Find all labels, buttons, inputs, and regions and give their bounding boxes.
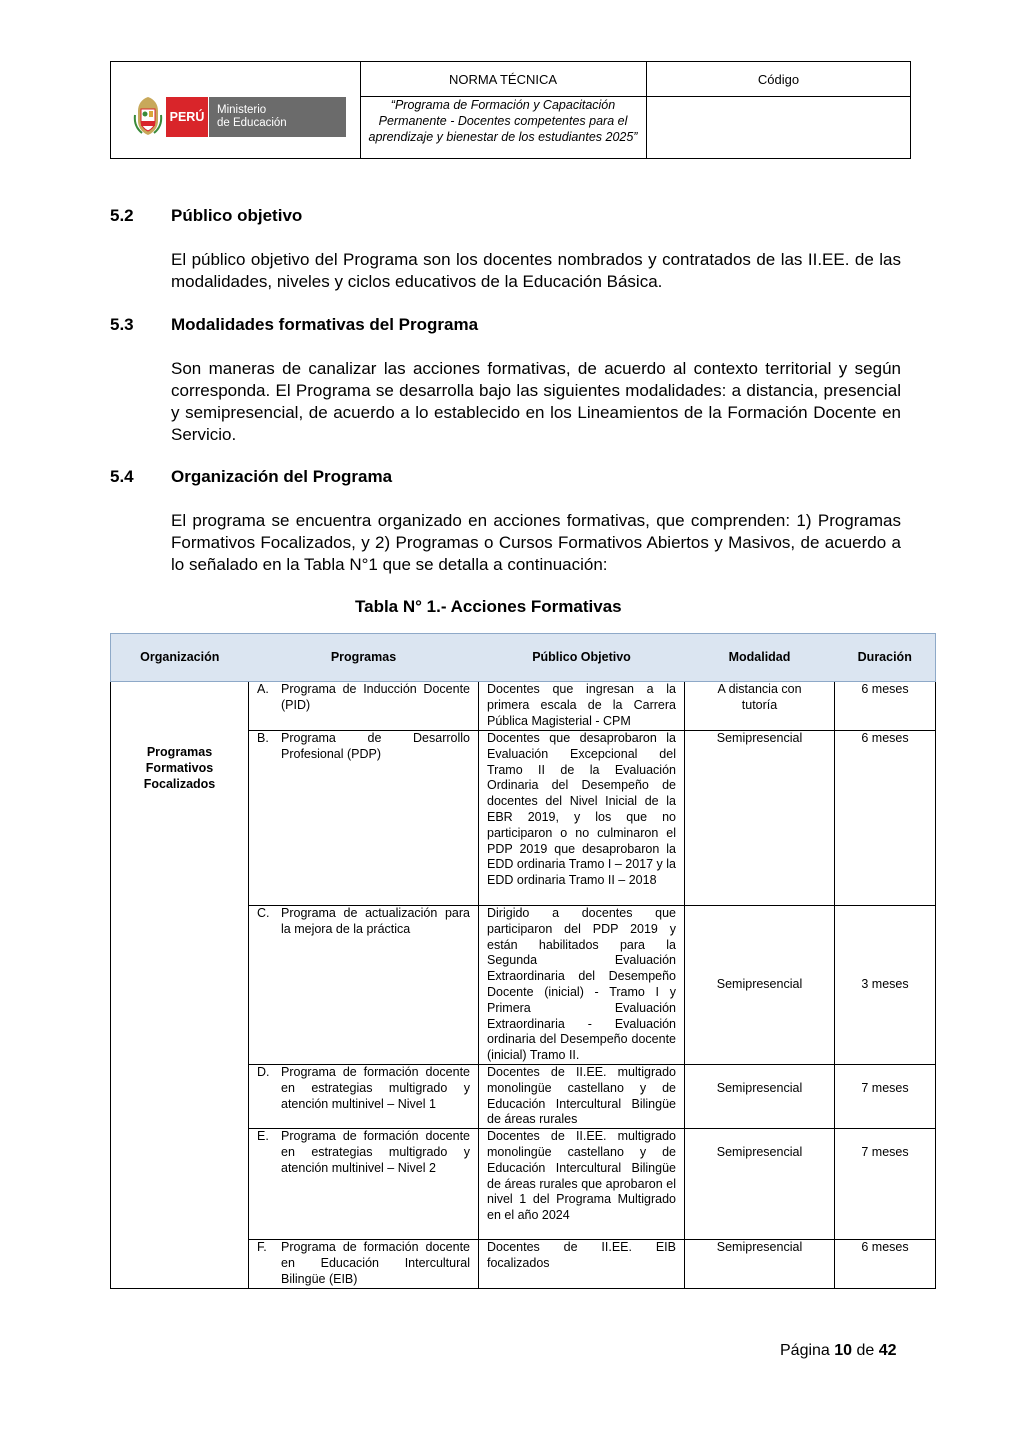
organization-label: Programas Formativos Focalizados [143,745,216,791]
column-header: Duración [835,634,936,682]
public-cell: Dirigido a docentes que participaron del PDP 2019 y están habilitados para la Segunda Evaluación Extraordinaria del Desempeño Docente (inicial) - Tramo I y Primera Evaluación Extraordinaria - Evaluación ordinaria del Desempeño docente (inicial) Tramo II. [479,906,685,1065]
program-letter: D. [257,1065,270,1079]
program-cell [249,1240,479,1289]
modality-cell: Semipresencial [685,1240,835,1289]
modality-cell: Semipresencial [685,1129,835,1240]
page-of: de [856,1342,875,1359]
duration-cell: 7 meses [835,1065,936,1129]
document-title-text: “Programa de Formación y Capacitación Permanente - Docentes competentes para el aprendizaje y bienestar de los estudiantes 2025” [368,98,638,144]
ministry-line-2: de Educación [217,117,287,129]
section-paragraph: Son maneras de canalizar las acciones formativas, de acuerdo al contexto territorial y según corresponda. El Programa se desarrolla bajo las siguientes modalidades: a distancia, presencial y semipresencial, de acuerdo a lo establecido en los Lineamientos de la Formación Docente en Servicio. [171,359,901,444]
public-cell: Docentes de II.EE. multigrado monolingüe castellano y de Educación Intercultural Bilingüe de áreas rurales que aprobaron el nivel 1 del Programa Multigrado en el año 2024 [479,1129,685,1240]
column-header: Público Objetivo [479,634,685,682]
organization-cell [111,682,249,1289]
total-pages: 42 [878,1342,897,1359]
peru-brand: PERÚ [166,97,208,137]
program-cell [249,731,479,906]
program-letter: F. [257,1240,267,1255]
program-cell [249,682,479,731]
duration-cell: 3 meses [835,906,936,1065]
current-page: 10 [834,1342,853,1359]
modality-cell: Semipresencial [685,731,835,906]
coat-of-arms-icon [133,95,163,137]
ministry-brand [209,97,346,137]
column-header: Modalidad [685,634,835,682]
program-letter: C. [257,906,270,920]
section-title: Modalidades formativas del Programa [171,315,479,334]
column-header: Programas [249,634,479,682]
public-cell: Docentes que desaprobaron la Evaluación Excepcional del Tramo II de la Evaluación Ordinaria del Desempeño de docentes del Nivel Inicial de la EBR 2019, y los que no participaron o no culminaron el PDP 2019 que desaprobaron la EDD ordinaria Tramo I – 2017 y la EDD ordinaria Tramo II – 2018 [479,731,685,906]
duration-cell: 7 meses [835,1129,936,1240]
program-name: Programa de Desarrollo Profesional (PDP) [281,731,470,761]
program-name: Programa de actualización para la mejora de la práctica [281,906,470,936]
page-number [780,1342,897,1360]
modality-cell: A distancia con tutoría [685,682,835,731]
ministry-line-1: Ministerio [217,104,267,116]
modality-cell: Semipresencial [685,906,835,1065]
codigo-label: Código [647,62,910,97]
page-label: Página [780,1342,830,1359]
program-name: Programa de formación docente en Educación Intercultural Bilingüe (EIB) [281,1240,470,1286]
document-header [110,61,911,159]
duration-cell: 6 meses [835,731,936,906]
modality-cell: Semipresencial [685,1065,835,1129]
program-letter: E. [257,1129,269,1144]
section-paragraph: El público objetivo del Programa son los docentes nombrados y contratados de las II.EE. de las modalidades, niveles y ciclos educativos de la Educación Básica. [171,250,901,291]
norma-label: NORMA TÉCNICA [360,62,647,97]
duration-cell: 6 meses [835,682,936,731]
section-number: 5.2 [110,206,134,225]
table-row [111,682,936,731]
acciones-formativas-table [110,633,936,1289]
section-number: 5.4 [110,467,134,486]
table-caption: Tabla N° 1.- Acciones Formativas [355,597,622,616]
public-cell: Docentes que ingresan a la primera escala de la Carrera Pública Magisterial - CPM [479,682,685,731]
duration-cell: 6 meses [835,1240,936,1289]
section-title: Público objetivo [171,206,303,225]
program-cell [249,1129,479,1240]
program-letter: B. [257,731,269,745]
program-name: Programa de formación docente en estrategias multigrado y atención multinivel – Nivel 2 [281,1129,470,1175]
table-header-row [111,634,936,682]
column-header: Organización [111,634,249,682]
program-cell [249,906,479,1065]
logo-cell [111,62,361,158]
program-name: Programa de formación docente en estrategias multigrado y atención multinivel – Nivel 1 [281,1065,470,1111]
public-cell: Docentes de II.EE. multigrado monolingüe castellano y de Educación Intercultural Bilingüe de áreas rurales [479,1065,685,1129]
program-cell [249,1065,479,1129]
section-title: Organización del Programa [171,467,393,486]
document-title [360,97,647,158]
public-cell: Docentes de II.EE. EIB focalizados [479,1240,685,1289]
program-letter: A. [257,682,269,696]
section-paragraph: El programa se encuentra organizado en acciones formativas, que comprenden: 1) Programas Formativos Focalizados, y 2) Programas o Cursos Formativos Abiertos y Masivos, de acuerdo a lo señalado en la Tabla N°1 que se detalla a continuación: [171,511,901,574]
program-name: Programa de Inducción Docente (PID) [281,682,470,712]
section-number: 5.3 [110,315,134,334]
